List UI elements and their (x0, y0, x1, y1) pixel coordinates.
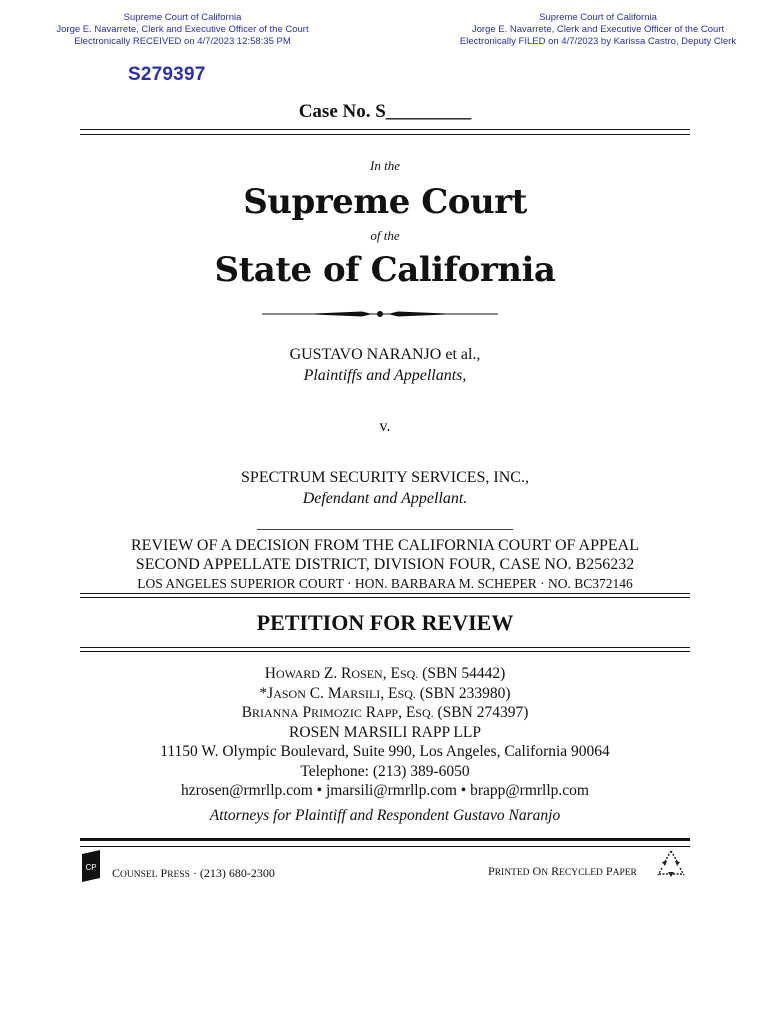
case-number: Case No. S_________ (298, 101, 472, 122)
court-of-the: of the (370, 228, 400, 243)
received-stamp (40, 12, 325, 48)
defendant-role: Defendant and Appellant. (302, 490, 468, 507)
review-rule (80, 593, 690, 598)
review-line-3: LOS ANGELES SUPERIOR COURT · HON. BARBARA M. SCHEPER · NO. BC372146 (137, 576, 633, 591)
law-firm: ROSEN MARSILI RAPP LLP (289, 723, 481, 741)
filed-stamp (448, 12, 748, 48)
filed-stamp-clerk: Jorge E. Navarrete, Clerk and Executive Officer of the Court (471, 24, 725, 35)
defendant-name: SPECTRUM SECURITY SERVICES, INC., (241, 469, 529, 486)
versus: v. (379, 418, 391, 435)
review-line-1: REVIEW OF A DECISION FROM THE CALIFORNIA COURT OF APPEAL (131, 537, 639, 554)
firm-telephone: Telephone: (213) 389-6050 (300, 762, 470, 780)
review-line-2: SECOND APPELLATE DISTRICT, DIVISION FOUR, CASE NO. B256232 (135, 556, 635, 573)
title-rule-top (80, 129, 690, 135)
court-name: Supreme Court (243, 182, 527, 222)
plaintiff-name: GUSTAVO NARANJO et al., (289, 346, 481, 363)
publisher (80, 850, 275, 882)
counsel-press-logo-icon (80, 850, 102, 882)
review-separator: ________________________________ (257, 515, 513, 532)
firm-address: 11150 W. Olympic Boulevard, Suite 990, Los Angeles, California 90064 (160, 743, 610, 760)
attorney-rapp: BRIANNA PRIMOZIC RAPP, ESQ. (SBN 274397) (241, 704, 529, 721)
firm-emails: hzrosen@rmrllp.com • jmarsili@rmrllp.com • brapp@rmrllp.com (181, 782, 589, 799)
recycled-paper-note: PRINTED ON RECYCLED PAPER (488, 864, 637, 878)
docket-number: S279397 (128, 64, 206, 85)
filed-stamp-court: Supreme Court of California (539, 12, 657, 23)
publisher-name: COUNSEL PRESS · (213) 680-2300 (112, 865, 275, 880)
recycle-icon (654, 848, 688, 880)
received-stamp-court: Supreme Court of California (123, 12, 242, 23)
plaintiff-role: Plaintiffs and Appellants, (303, 367, 467, 384)
attorney-marsili: *JASON C. MARSILI, ESQ. (SBN 233980) (259, 684, 511, 702)
attorneys-for: Attorneys for Plaintiff and Respondent Gustavo Naranjo (209, 807, 561, 824)
court-in-the: In the (370, 158, 400, 173)
ornament-divider (262, 308, 498, 320)
document-title: PETITION FOR REVIEW (256, 610, 514, 635)
received-stamp-date: Electronically RECEIVED on 4/7/2023 12:58:35 PM (74, 36, 291, 47)
filed-stamp-date: Electronically FILED on 4/7/2023 by Karissa Castro, Deputy Clerk (459, 36, 737, 47)
counsel-rule-top (80, 647, 690, 652)
received-stamp-clerk: Jorge E. Navarrete, Clerk and Executive Officer of the Court (56, 24, 309, 35)
footer-rule (80, 838, 690, 847)
attorney-rosen: HOWARD Z. ROSEN, ESQ. (SBN 54442) (264, 665, 506, 682)
court-state: State of California (214, 250, 556, 290)
logo-letters: CP (85, 863, 97, 872)
